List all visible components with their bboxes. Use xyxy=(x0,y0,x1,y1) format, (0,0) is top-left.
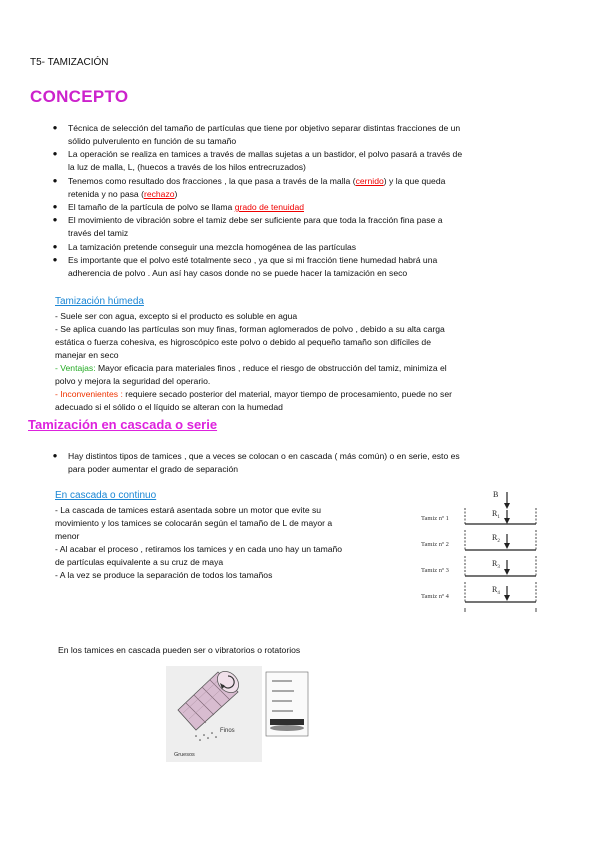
residue-label: $R_3$ xyxy=(492,559,500,570)
bullet-dot-icon: ● xyxy=(52,149,58,158)
bullet-item xyxy=(50,148,570,174)
bullet-line: para poder aumentar el grado de separación xyxy=(68,463,239,474)
bullet-line: La operación se realiza en tamices a través de mallas sujetas a un bastidor, el polvo pasará a través de xyxy=(68,149,463,159)
bullet-dot-icon: ● xyxy=(52,123,58,132)
vibrating-sieve-diagram xyxy=(262,668,312,740)
bullet-item xyxy=(50,450,570,476)
arrow-down-icon xyxy=(504,595,510,601)
label-b: B xyxy=(493,490,499,499)
humeda-body xyxy=(55,310,575,414)
term-grado-de-tenuidad: grado de tenuidad xyxy=(234,202,305,212)
paragraph-line: - Inconvenientes : requiere secado posterior del material, mayor tiempo de procesamiento, puede no ser xyxy=(55,389,452,399)
vibratorios-line: En los tamices en cascada pueden ser o vibratorios o rotatorios xyxy=(58,645,301,655)
arrow-down-icon xyxy=(504,543,510,549)
bullet-line: Técnica de selección del tamaño de partículas que tiene por objetivo separar distintas fracciones de un xyxy=(68,123,461,133)
bullet-line: El movimiento de vibración sobre el tamiz debe ser suficiente para que toda la fracción fina pase a xyxy=(68,215,443,225)
bullet-dot-icon: ● xyxy=(52,202,58,211)
residue-label: $R_2$ xyxy=(492,533,500,544)
bullet-dot-icon: ● xyxy=(52,215,58,224)
label-gruesos: Gruesos xyxy=(174,752,195,758)
paragraph-line: - Suele ser con agua, excepto si el producto es soluble en agua xyxy=(55,311,298,321)
bullet-line: la luz de malla, L, (huecos a través de los hilos entrecruzados) xyxy=(68,161,306,172)
sieve-label: Tamiz nº 3 xyxy=(421,567,449,574)
paragraph-line: de partículas equivalente a su cruz de maya xyxy=(55,557,224,567)
bullet-line: Es importante que el polvo esté totalmente seco , ya que si mi fracción tiene humedad habrá una xyxy=(68,255,438,265)
bullet-dot-icon: ● xyxy=(52,242,58,251)
bullet-dot-icon: ● xyxy=(52,255,58,264)
paragraph-line: - La cascada de tamices estará asentada sobre un motor que evite su xyxy=(55,505,322,515)
residue-label: $R_4$ xyxy=(492,585,500,596)
bullet-line: retenida y no pasa (rechazo) xyxy=(68,188,178,199)
bullet-dot-icon: ● xyxy=(52,176,58,185)
term-rechazo: rechazo xyxy=(143,188,175,199)
bullet-line: Tenemos como resultado dos fracciones , la que pasa a través de la malla (cernido) y la que queda xyxy=(68,176,446,186)
residue-label: $R_1$ xyxy=(492,509,500,520)
arrow-down-icon xyxy=(504,518,510,524)
document-title: T5- TAMIZACIÓN xyxy=(30,57,109,68)
paragraph-line: - Se aplica cuando las partículas son muy finas, forman aglomerados de polvo , debido a su alta carga xyxy=(55,324,445,334)
bullet-item xyxy=(50,122,570,148)
bullet-item xyxy=(50,241,570,254)
paragraph-line: estática o fuerza cohesiva, es higroscópico este polvo o debido al pequeño tamaño son difíciles de xyxy=(55,337,431,347)
bullet-item xyxy=(50,254,570,280)
section-heading-concepto: CONCEPTO xyxy=(30,87,129,106)
bullet-dot-icon: ● xyxy=(52,451,58,460)
paragraph-line: - A la vez se produce la separación de todos los tamaños xyxy=(55,570,273,580)
paragraph-line: - Al acabar el proceso , retiramos los tamices y en cada uno hay un tamaño xyxy=(55,544,343,554)
cascada-body xyxy=(55,504,405,582)
bullet-item xyxy=(50,175,570,201)
paragraph-line: menor xyxy=(55,531,80,541)
bullet-line: La tamización pretende conseguir una mezcla homogénea de las partículas xyxy=(68,242,357,252)
bullet-item xyxy=(50,214,570,240)
sieve-base xyxy=(270,719,304,725)
section-heading-cascada: Tamización en cascada o serie xyxy=(28,417,218,432)
bullet-line: través del tamiz xyxy=(68,227,129,238)
rotary-drum-sieve-diagram xyxy=(166,666,262,762)
paragraph-line: manejar en seco xyxy=(55,350,119,360)
paragraph-line: movimiento y los tamices se colocarán según el tamaño de L de mayor a xyxy=(55,518,333,528)
paragraph-line: adecuado si el sólido o el líquido se alteran con la humedad xyxy=(55,402,283,412)
sieve-label: Tamiz nº 1 xyxy=(421,515,449,522)
subheading-tamizacion-humeda[interactable]: Tamización húmeda xyxy=(55,296,144,307)
bullet-line: adherencia de polvo . Aun así hay casos donde no se puede hacer la tamización en seco xyxy=(68,267,408,278)
bullet-line: sólido pulverulento en función de su tamaño xyxy=(68,135,237,146)
term-cernido: cernido xyxy=(355,176,384,186)
label-finos: Finos xyxy=(220,728,235,734)
label-inconvenientes: - Inconvenientes : xyxy=(55,389,123,399)
label-ventajas: - Ventajas: xyxy=(55,363,96,373)
subheading-en-cascada[interactable]: En cascada o continuo xyxy=(55,490,157,501)
bullet-line: Hay distintos tipos de tamices , que a veces se colocan o en cascada ( más común) o en serie, esto es xyxy=(68,451,460,461)
sieve-stack-diagram xyxy=(415,488,545,620)
arrow-down-icon xyxy=(504,569,510,575)
paragraph-line: - Ventajas: Mayor eficacia para materiales finos , reduce el riesgo de obstrucción del tamiz, minimiza el xyxy=(55,363,447,373)
arrow-down-icon xyxy=(504,503,510,509)
sieve-label: Tamiz nº 4 xyxy=(421,593,449,600)
sieve-label: Tamiz nº 2 xyxy=(421,541,449,548)
paragraph-line: polvo y mejora la seguridad del operario. xyxy=(55,376,211,386)
bullet-item: ● El tamaño de la partícula de polvo se llama grado de tenuidad xyxy=(50,201,570,214)
